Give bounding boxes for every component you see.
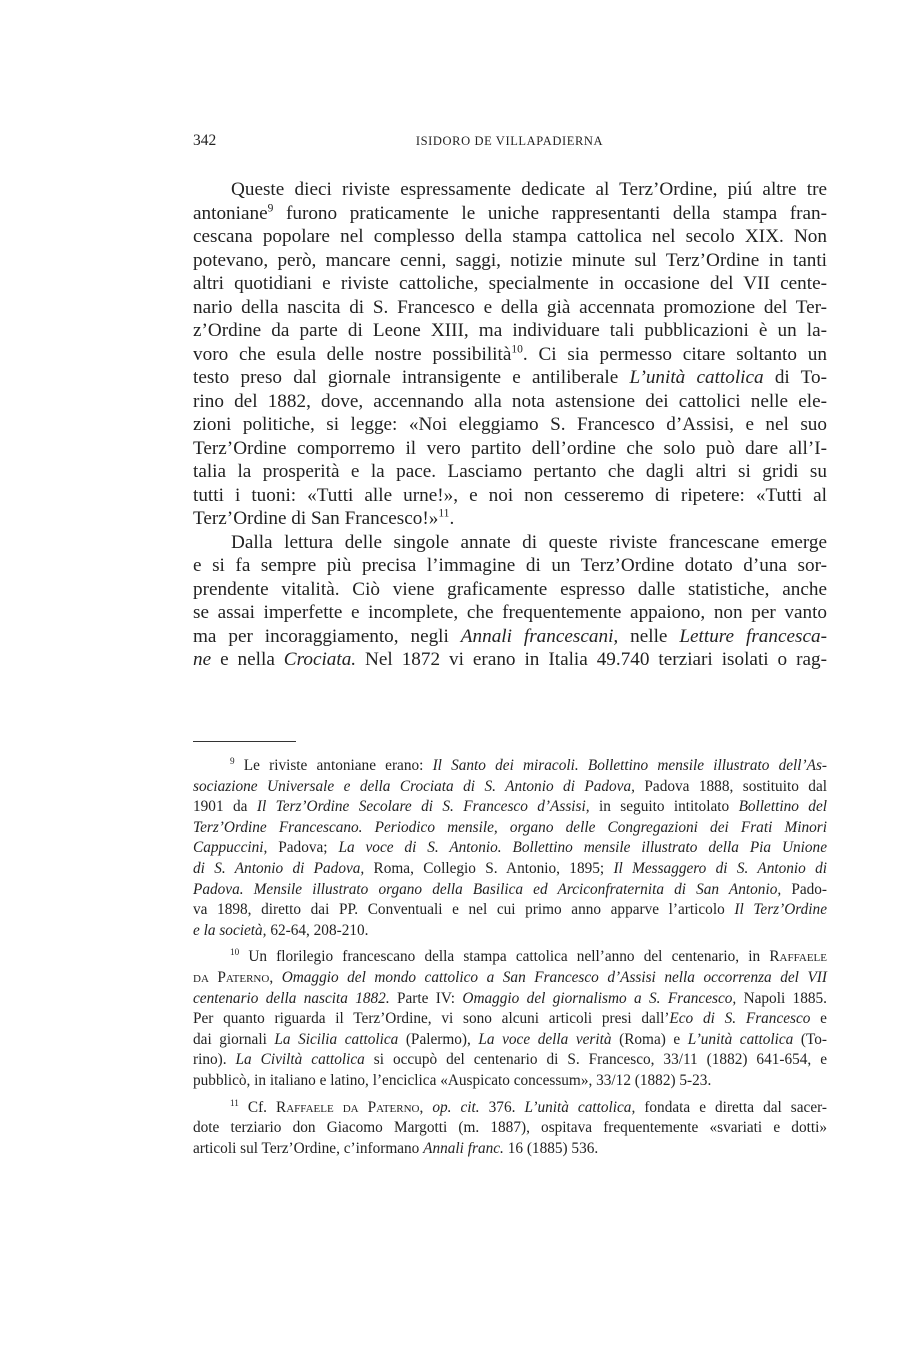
footnote-9 — [193, 756, 827, 941]
text: antoniane — [193, 202, 268, 224]
text-line — [193, 880, 827, 901]
footnote-ref[interactable]: 10 — [511, 343, 523, 356]
text: fondata e diretta dal sacer- — [635, 1098, 828, 1116]
footnote-10 — [193, 947, 827, 1091]
text-line — [193, 818, 827, 839]
text-line: Queste dieci riviste espressamente dedicate al Terz’Ordine, piú altre tre — [231, 179, 827, 200]
text-line: se assai imperfette e incomplete, che frequentemente appaiono, non per vanto — [193, 602, 827, 623]
text-line — [193, 777, 827, 798]
text: Parte IV: — [389, 989, 463, 1007]
text: 376. — [479, 1098, 525, 1116]
text: . — [449, 508, 455, 529]
text: e nella — [211, 649, 284, 670]
italic-title: Annali francescani, — [460, 625, 619, 647]
italic-title: Omaggio del mondo cattolico a San Francesco d’Assisi nella occorrenza del VII — [281, 968, 827, 986]
text: Terz’Ordine di San Francesco!» — [193, 508, 439, 529]
text-line — [193, 859, 827, 880]
text: 16 (1885) 536. — [503, 1139, 599, 1157]
text: Padova; — [267, 839, 339, 857]
italic-title: Cappuccini, — [193, 839, 268, 857]
text-line — [193, 1139, 827, 1160]
text-line — [193, 648, 827, 672]
text-line: tutti i tuoni: «Tutti alle urne!», e noi non cesseremo di ripetere: «Tutti al — [193, 484, 827, 506]
text: Cf. — [238, 1098, 277, 1116]
text: dai giornali — [193, 1030, 275, 1048]
text-line: rino del 1882, dove, accennando alla nota astensione dei cattolici nelle ele- — [193, 390, 827, 412]
text: voro che esula delle nostre possibilità — [193, 343, 512, 365]
paragraph — [193, 531, 827, 672]
footnote-ref[interactable]: 9 — [267, 202, 274, 215]
text-line — [193, 202, 827, 226]
text: (To- — [793, 1030, 828, 1048]
text: in seguito intitolato — [589, 798, 739, 816]
text-line: z’Ordine da parte di Leone XIII, ma individuare tali pubblicazioni è un la- — [193, 320, 827, 341]
text-line — [193, 947, 827, 968]
text: Roma, Collegio S. Antonio, 1895; — [364, 859, 614, 877]
text-line: Dalla lettura delle singole annate di queste riviste francescane emerge — [231, 531, 827, 553]
footnote-11 — [193, 1098, 827, 1160]
author-name: Raffaele — [769, 948, 827, 966]
text: . Ci sia permesso citare soltanto un — [522, 343, 827, 365]
italic-title: Terz’Ordine Francescano. Periodico mensile, organo delle Congregazioni dei Frati Minori — [193, 818, 827, 836]
italic-title: Omaggio del giornalismo a S. Francesco, — [462, 989, 737, 1007]
italic-title: Letture francesca- — [679, 625, 827, 647]
italic-title: Il Messaggero di S. Antonio di — [613, 859, 827, 877]
text-line — [193, 968, 827, 989]
italic-title: La voce di S. Antonio. Bollettino mensile illustrato della Pia Unione — [338, 839, 827, 857]
italic-title: op. cit. — [432, 1098, 480, 1116]
main-text — [193, 178, 827, 672]
italic-title: Eco di S. Francesco — [669, 1010, 811, 1028]
italic-title: Annali franc. — [423, 1139, 504, 1157]
text-line — [193, 1050, 827, 1071]
footnote-ref[interactable]: 11 — [438, 507, 450, 520]
italic-title: sociazione Universale e della Crociata di S. Antonio di Padova, — [193, 777, 635, 795]
text-line — [193, 921, 827, 942]
text: (Roma) e — [611, 1030, 688, 1048]
text-line — [193, 1030, 827, 1051]
text: nelle — [618, 625, 680, 647]
italic-title: centenario della nascita 1882. — [193, 989, 390, 1007]
italic-title: Il Terz’Ordine — [734, 901, 827, 919]
text: 1901 da — [193, 798, 257, 816]
page-number: 342 — [193, 132, 217, 149]
text-line: zioni politiche, si legge: «Noi eleggiamo S. Francesco d’Assisi, e nel suo — [193, 414, 827, 435]
text-line: altri quotidiani e riviste cattoliche, specialmente in occasione del VII cente- — [193, 273, 827, 294]
text-line — [193, 989, 827, 1010]
text: di To- — [763, 367, 827, 388]
text: ma per incoraggiamento, negli — [193, 625, 461, 647]
text: si occupò del centenario di S. Francesco, 33/11 (1882) 641-654, e — [364, 1051, 828, 1069]
text-line — [193, 838, 827, 859]
text-line: prendente vitalità. Ciò viene graficamente espresso dalle statistiche, anche — [193, 578, 827, 600]
footnote-number: 11 — [230, 1097, 239, 1108]
italic-title: Padova. Mensile illustrato organo della Basilica ed Arciconfraternita di San Antonio, — [193, 880, 782, 898]
italic-title: Crociata. — [283, 649, 357, 670]
text: , — [419, 1098, 433, 1116]
italic-title: L’unità cattolica, — [524, 1098, 636, 1116]
text: e — [810, 1010, 827, 1028]
text: 62-64, 208-210. — [266, 921, 369, 939]
text: testo preso dal giornale intransigente e antiliberale — [193, 367, 630, 388]
text: Nel 1872 vi erano in Italia 49.740 terziari isolati o rag- — [356, 649, 827, 670]
italic-title: La Civiltà cattolica — [235, 1051, 365, 1069]
text-line — [193, 1098, 827, 1119]
text: Pado- — [781, 880, 828, 898]
footnote-number: 10 — [230, 947, 240, 958]
text: Le riviste antoniane erano: — [234, 757, 433, 774]
author-name: da Paterno — [193, 968, 270, 986]
text-line: potevano, però, mancare cenni, saggi, notizie minute sul Terz’Ordine in tanti — [193, 249, 827, 271]
italic-title: Il Santo dei miracoli. Bollettino mensile illustrato dell’As- — [432, 757, 827, 774]
italic-title: di S. Antonio di Padova, — [193, 859, 365, 877]
text-line — [193, 366, 827, 390]
text: articoli sul Terz’Ordine, c’informano — [193, 1139, 424, 1157]
text-line — [193, 625, 827, 649]
text: , — [269, 968, 282, 986]
text-line: nario della nascita di S. Francesco e della già accennata promozione del Ter- — [193, 296, 827, 318]
italic-title: Bollettino del — [738, 798, 827, 816]
text-line — [193, 507, 827, 531]
text-line: e si fa sempre più precisa l’immagine di un Terz’Ordine dotato d’una sor- — [193, 555, 827, 576]
running-head: ISIDORO DE VILLAPADIERNA — [415, 134, 604, 148]
text-line: talia la prosperità e la pace. Lasciamo pertanto che dagli altri si gridi su — [193, 461, 827, 482]
text-line — [193, 797, 827, 818]
text-line: cescana popolare nel complesso della stampa cattolica nel secolo XIX. Non — [193, 226, 827, 247]
text-line — [193, 1009, 827, 1030]
italic-title: L’unità cattolica — [629, 367, 764, 388]
text-line — [193, 900, 827, 921]
italic-title: Il Terz’Ordine Secolare di S. Francesco d’Assisi, — [256, 798, 590, 816]
author-name: Raffaele da Paterno — [276, 1098, 420, 1116]
text-line: dote terziario don Giacomo Margotti (m. 1887), ospitava frequentemente «svariati e dotti» — [193, 1119, 827, 1137]
paragraph — [193, 178, 827, 531]
footnote-separator — [193, 741, 296, 742]
text: furono praticamente le uniche rappresentanti della stampa fran- — [273, 202, 827, 224]
italic-title: ne — [193, 649, 212, 670]
italic-title: La Sicilia cattolica — [274, 1030, 399, 1048]
text: Padova 1888, sostituito dal — [634, 777, 827, 795]
text-line: pubblicò, in italiano e latino, l’enciclica «Auspicato concessum», 33/12 (1882) 5-23. — [193, 1071, 712, 1089]
italic-title: L’unità cattolica — [687, 1030, 794, 1048]
text-line — [193, 756, 827, 777]
page-header — [193, 132, 826, 154]
text: va 1898, diretto dai PP. Conventuali e nel cui primo anno apparve l’articolo — [193, 901, 735, 919]
text: Un florilegio francescano della stampa cattolica nell’anno del centenario, in — [239, 948, 770, 966]
text: rino). — [193, 1051, 236, 1069]
italic-title: La voce della verità — [478, 1030, 612, 1048]
footnote-number: 9 — [230, 756, 235, 767]
text-line — [193, 343, 827, 367]
text-line: Terz’Ordine comporremo il vero partito dell’ordine che solo può dare all’I- — [193, 437, 827, 459]
italic-title: e la società, — [193, 921, 267, 939]
footnotes — [193, 756, 827, 1165]
text: Napoli 1885. — [736, 989, 827, 1007]
text: Per quanto riguarda il Terz’Ordine, vi sono alcuni articoli presi dall’ — [193, 1010, 670, 1028]
text: (Palermo), — [398, 1030, 479, 1048]
